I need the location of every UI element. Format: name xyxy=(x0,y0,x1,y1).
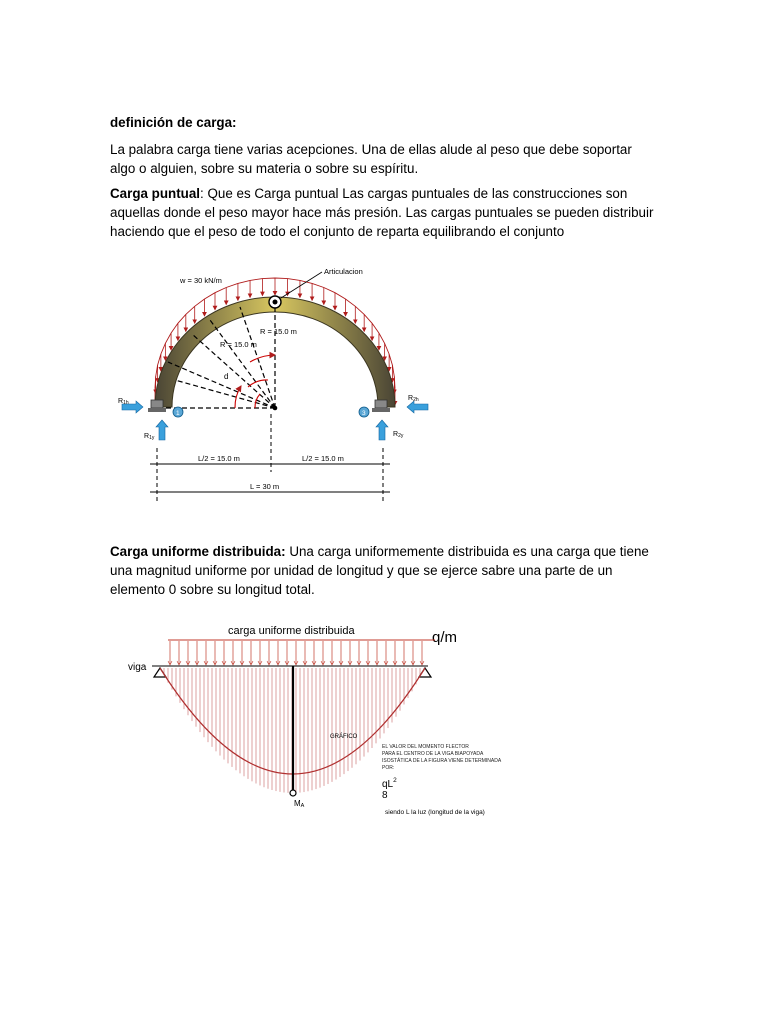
reaction-v-right: R2y xyxy=(393,431,404,439)
udl-title: carga uniforme distribuida xyxy=(228,625,355,637)
reaction-h-left: R1h xyxy=(118,398,129,406)
beam-label: viga xyxy=(128,662,147,673)
svg-text:EL VALOR DEL MOMENTO FLECTOR: EL VALOR DEL MOMENTO FLECTOR xyxy=(382,744,469,750)
support-right xyxy=(359,400,390,417)
paragraph-definition: La palabra carga tiene varias acepciones. Una de ellas alude al peso que debe soportar algo o alguien, sobre su materia o sobre su espíritu. xyxy=(110,142,632,176)
point-load-label: Carga puntual xyxy=(110,186,201,201)
svg-text:1: 1 xyxy=(176,410,180,417)
section-heading: definición de carga: xyxy=(110,115,237,130)
formula-numerator: $qL^2$ xyxy=(382,777,397,790)
uniform-load-moment-diagram xyxy=(110,612,544,826)
svg-text:PARA EL CENTRO DE LA VIGA BIAP: PARA EL CENTRO DE LA VIGA BIAPOYADA xyxy=(382,751,484,757)
load-label: w = 30 kN/m xyxy=(180,276,222,285)
span-label: L = 30 m xyxy=(250,482,280,491)
arch-load-diagram xyxy=(110,262,440,510)
reaction-v-left: R1y xyxy=(144,433,155,441)
half-span-right: L/2 = 15.0 m xyxy=(302,454,344,463)
radius-label-top: R = 15.0 m xyxy=(260,327,297,336)
load-symbol: q/m xyxy=(432,629,458,646)
half-span-left: L/2 = 15.0 m xyxy=(198,454,240,463)
formula-denominator: 8 xyxy=(382,790,388,801)
footnote: siendo L la luz (longitud de la viga) xyxy=(385,809,485,816)
graph-label: GRÁFICO xyxy=(330,734,358,740)
uniform-load-label: Carga uniforme distribuida: xyxy=(110,544,286,559)
point-load-text: Que es Carga puntual Las cargas puntuales de las construcciones son aquellas donde el peso mayor hace más presión. Las cargas puntuales se pueden distribuir haciendo que el peso de todo el conjunto de reparta equilibrando el conjunto xyxy=(110,186,654,239)
theta-label: d xyxy=(224,372,229,381)
svg-text:POR:: POR: xyxy=(382,765,395,771)
svg-text:3: 3 xyxy=(362,410,366,417)
moment-label: MA xyxy=(294,799,305,809)
uniform-load-text: Una carga uniformemente distribuida es una carga que tiene una magnitud uniforme por unidad de longitud y que se ejerce sabre una parte de un elemento 0 sobre su longitud total. xyxy=(110,544,649,597)
hinge-label: Articulacion xyxy=(324,267,363,276)
paragraph-point-load: Carga puntual: Que es Carga puntual Las cargas puntuales de las construcciones son aquellas donde el peso mayor hace más presión. Las cargas puntuales se pueden distribuir haciendo que el peso de todo el conjunto de reparta equilibrando el conjunto xyxy=(110,186,654,239)
paragraph-uniform-load xyxy=(110,542,660,599)
moment-note xyxy=(382,744,502,771)
svg-text:ISOSTÁTICA DE LA FIGURA VIENE: ISOSTÁTICA DE LA FIGURA VIENE DETERMINADA xyxy=(382,758,502,764)
radius-label-diagonal: R = 15.0 m xyxy=(220,340,257,349)
uniform-load-arrows xyxy=(168,641,424,665)
reaction-h-right: R2h xyxy=(408,395,419,403)
